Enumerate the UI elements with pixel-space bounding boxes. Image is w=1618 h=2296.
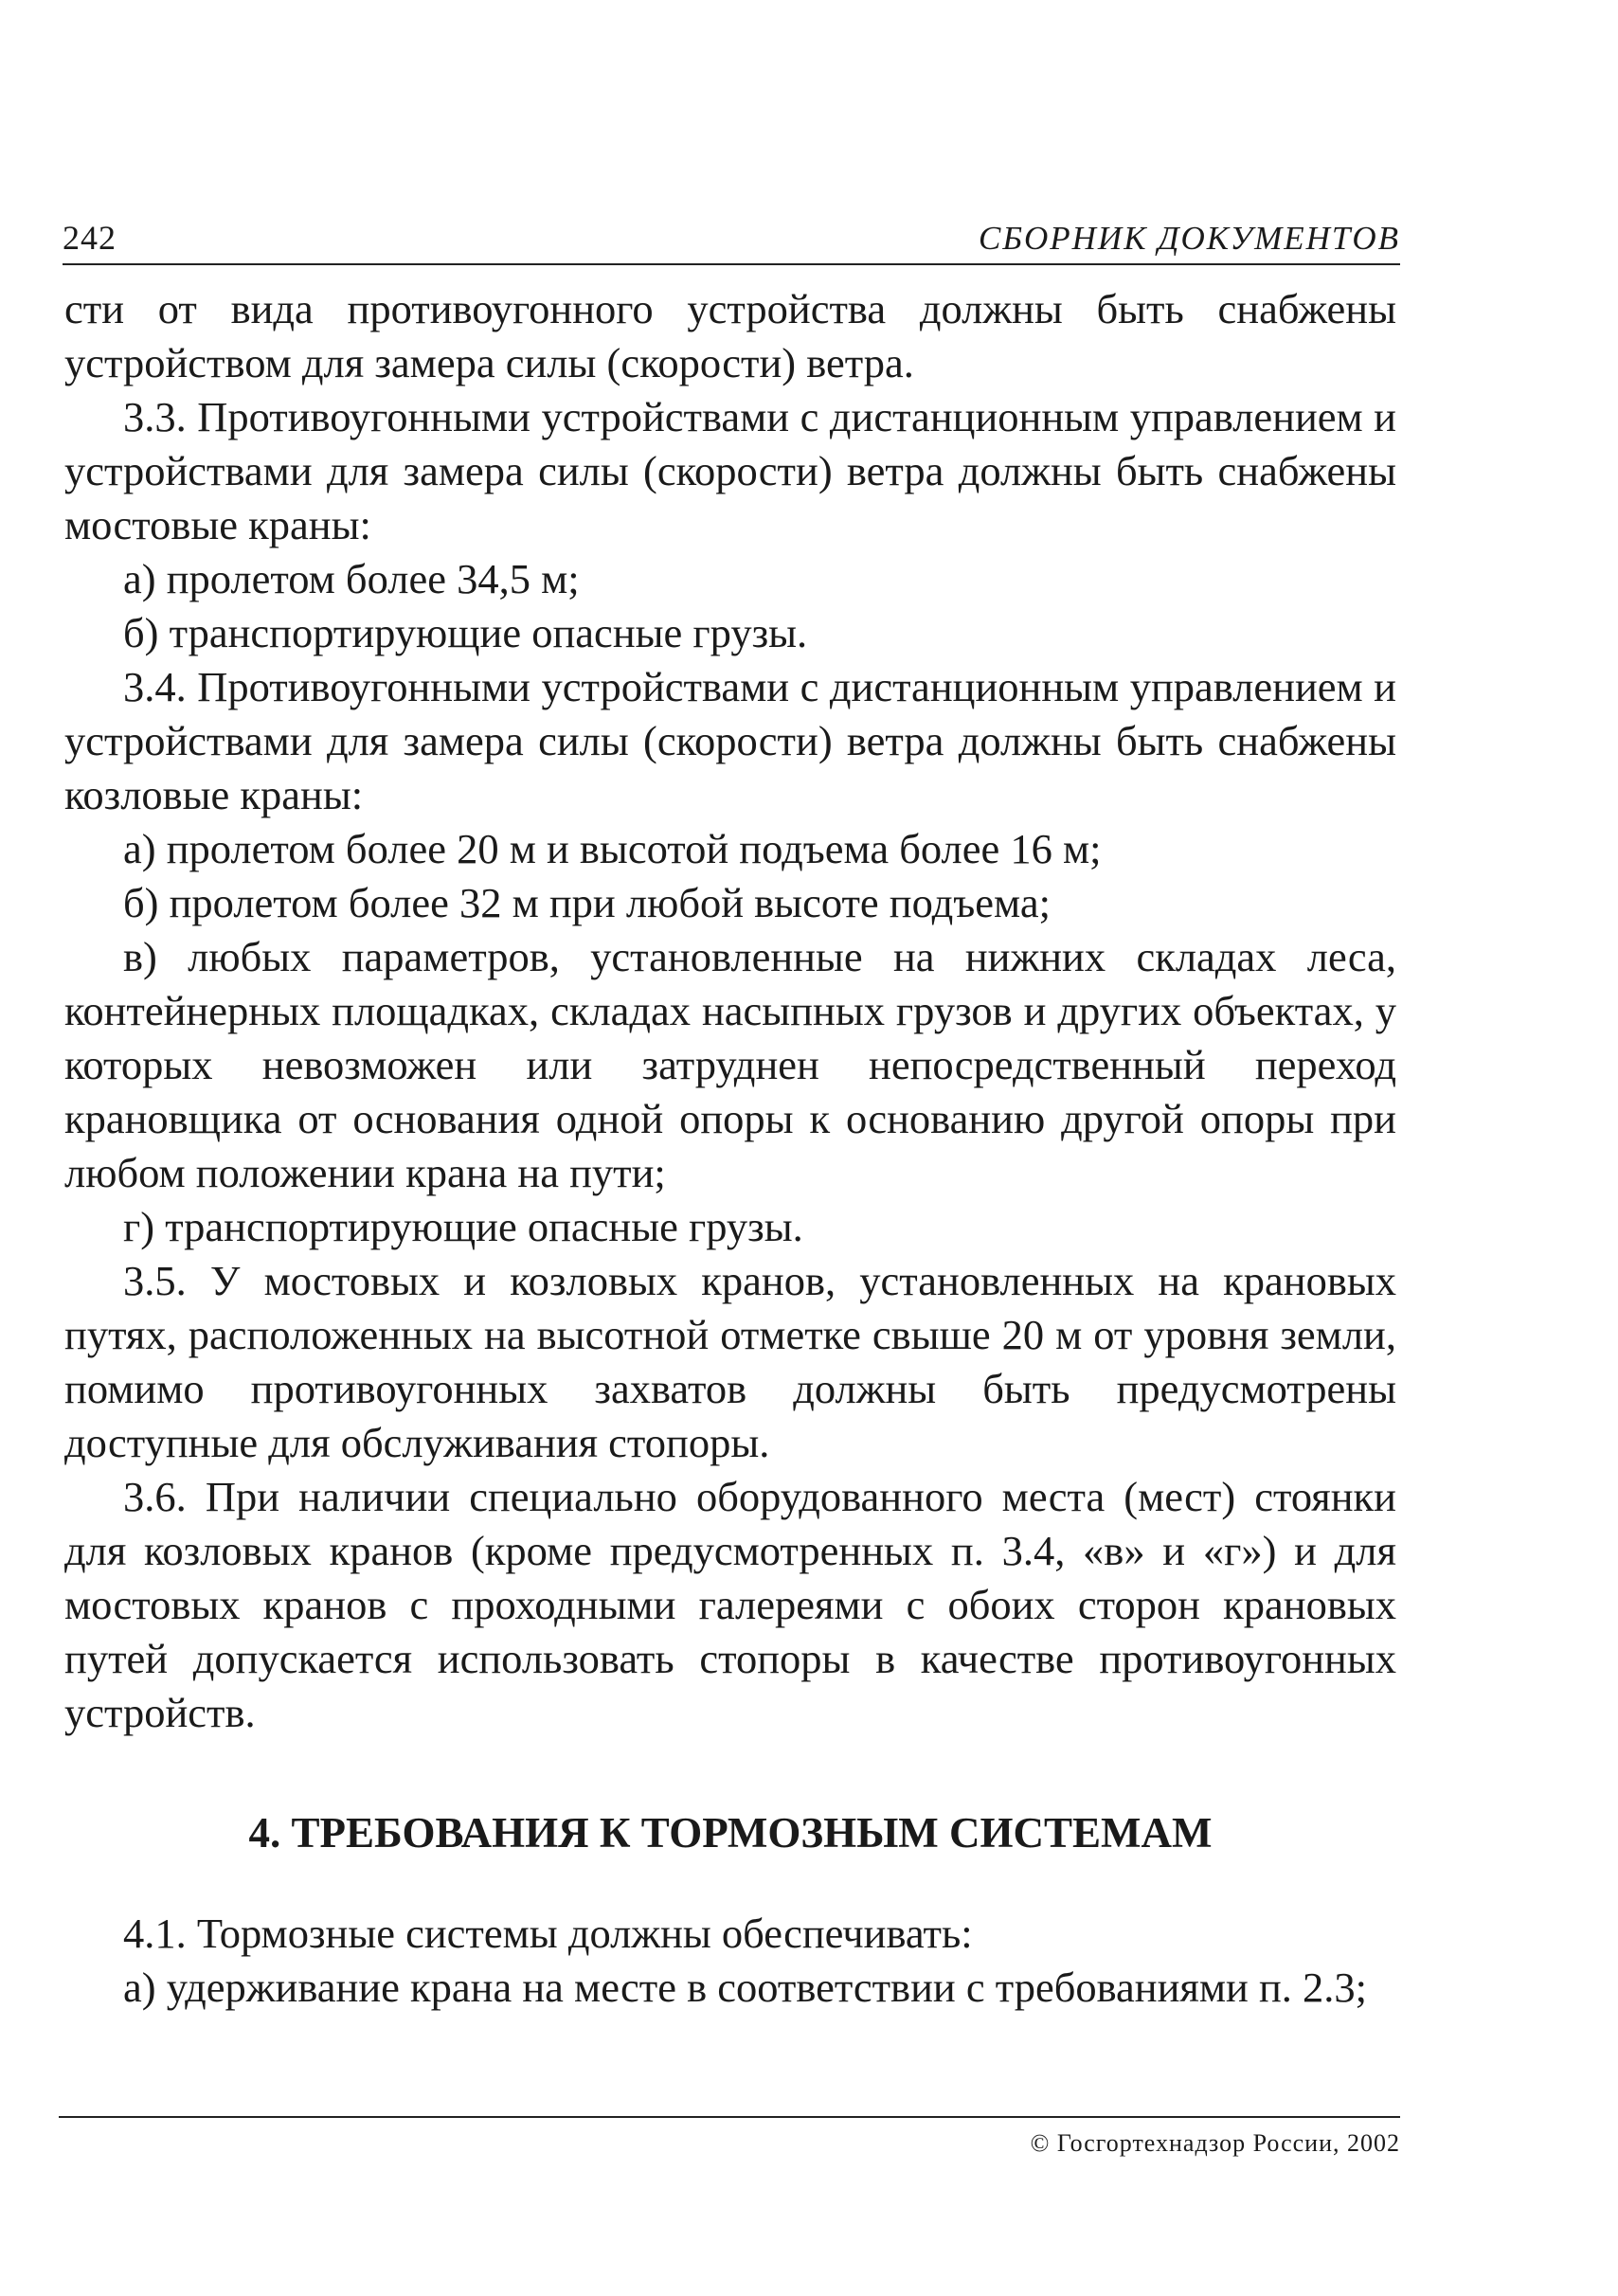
list-item-3-3-b: б) транспортирующие опасные грузы. bbox=[123, 609, 808, 656]
list-item-3-4-v: в) любых параметров, установленные на нижних складах леса, контейнерных площадках, складах насыпных грузов и других объектах, у которых невозможен или затруднен непосредственный переход крановщика от основания одной опоры к основанию другой опоры при любом положении крана на пути; bbox=[64, 933, 1396, 1196]
paragraph-3-3: 3.3. Противоугонными устройствами с дистанционным управлением и устройствами для замера силы (скорости) ветра должны быть снабжены мостовые краны: bbox=[64, 393, 1396, 548]
body-text bbox=[64, 282, 1396, 1740]
list-item-3-4-a: а) пролетом более 20 м и высотой подъема более 16 м; bbox=[123, 825, 1102, 872]
paragraph-3-6: 3.6. При наличии специально оборудованного места (мест) стоянки для козловых кранов (кроме предусмотренных п. 3.4, «в» и «г») и для мостовых кранов с проходными галереями с обоих сторон крановых путей допускается использовать стопоры в качестве противоугонных устройств. bbox=[64, 1473, 1396, 1736]
page-number: 242 bbox=[63, 219, 117, 257]
list-item-3-3-a: а) пролетом более 34,5 м; bbox=[123, 555, 580, 602]
running-title: СБОРНИК ДОКУМЕНТОВ bbox=[979, 220, 1400, 257]
footer-divider bbox=[59, 2116, 1400, 2118]
section-heading: 4. ТРЕБОВАНИЯ К ТОРМОЗНЫМ СИСТЕМАМ bbox=[248, 1809, 1213, 1857]
footer-copyright: © Госгортехнадзор России, 2002 bbox=[1030, 2129, 1400, 2157]
paragraph-3-5: 3.5. У мостовых и козловых кранов, установленных на крановых путях, расположенных на высотной отметке свыше 20 м от уровня земли, помимо противоугонных захватов должны быть предусмотрены доступные для обслуживания стопоры. bbox=[64, 1257, 1396, 1466]
section-body bbox=[64, 1907, 1396, 2015]
paragraph-3-4: 3.4. Противоугонными устройствами с дистанционным управлением и устройствами для замера силы (скорости) ветра должны быть снабжены козловые краны: bbox=[64, 663, 1396, 818]
page-header bbox=[63, 201, 1400, 265]
paragraph-continuation: сти от вида противоугонного устройства должны быть снабжены устройством для замера силы (скорости) ветра. bbox=[64, 285, 1396, 386]
paragraph-4-1: 4.1. Тормозные системы должны обеспечивать: bbox=[123, 1910, 973, 1957]
list-item-3-4-g: г) транспортирующие опасные грузы. bbox=[123, 1203, 803, 1250]
list-item-4-1-a: а) удерживание крана на месте в соответствии с требованиями п. 2.3; bbox=[123, 1964, 1368, 2011]
list-item-3-4-b: б) пролетом более 32 м при любой высоте подъема; bbox=[123, 879, 1051, 926]
